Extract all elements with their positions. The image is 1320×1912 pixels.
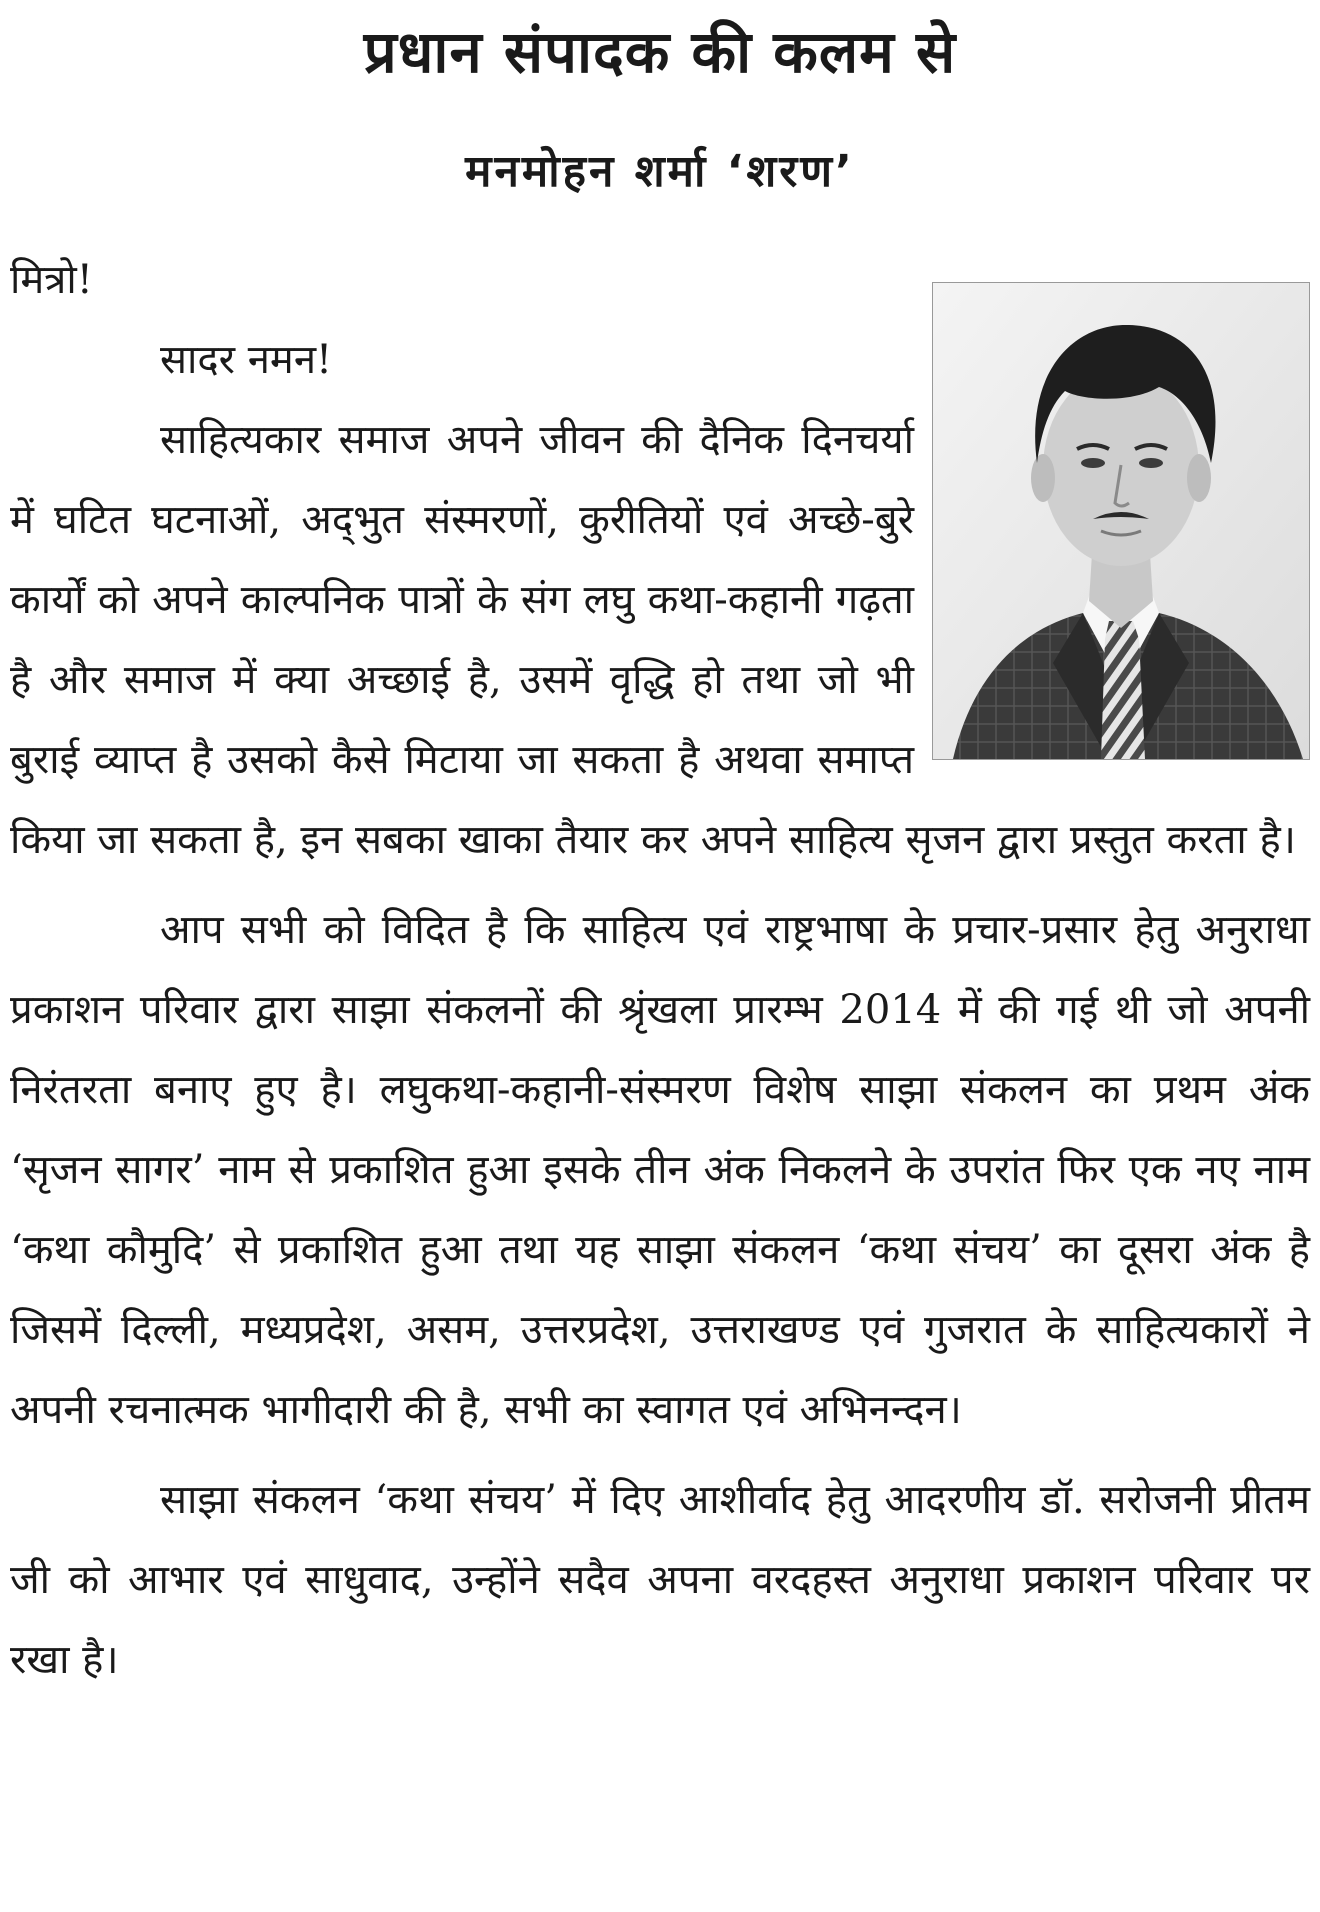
salutation: मित्रो! [10,257,93,303]
page-title: प्रधान संपादक की कलम से [363,18,957,86]
article-body [10,240,1310,1700]
greeting: सादर नमन! [160,337,333,383]
paragraph-intro: साहित्यकार समाज अपने जीवन की दैनिक दिनचर्या में घटित घटनाओं, अद्‌भुत संस्मरणों, कुरीतियों एवं अच्छे-बुरे कार्यों को अपने काल्पनिक पात्रों के संग लघु कथा-कहानी गढ़ता है और समाज में क्या अच्छाई है, उसमें वृद्धि हो तथा जो भी बुराई व्याप्त है उसको कैसे मिटाया जा सकता है अथवा समाप्त किया जा सकता है, इन सबका खाका तैयार कर अपने साहित्य सृजन द्वारा प्रस्तुत करता है। [10,417,1296,863]
paragraph-thanks: साझा संकलन ‘कथा संचय’ में दिए आशीर्वाद हेतु आदरणीय डॉ. सरोजनी प्रीतम जी को आभार एवं साधुवाद, उन्होंने सदैव अपना वरदहस्त अनुराधा प्रकाशन परिवार पर रखा है। [10,1477,1310,1683]
editorial-page [10,0,1310,1912]
author-portrait-photo [932,282,1310,760]
paragraph-series: आप सभी को विदित है कि साहित्य एवं राष्ट्रभाषा के प्रचार-प्रसार हेतु अनुराधा प्रकाशन परिवार द्वारा साझा संकलनों की श्रृंखला प्रारम्भ 2014 में की गई थी जो अपनी निरंतरता बनाए हुए है। लघुकथा-कहानी-संस्मरण विशेष साझा संकलन का प्रथम अंक ‘सृजन सागर’ नाम से प्रकाशित हुआ इसके तीन अंक निकलने के उपरांत फिर एक नए नाम ‘कथा कौमुदि’ से प्रकाशित हुआ तथा यह साझा संकलन ‘कथा संचय’ का दूसरा अंक है जिसमें दिल्ली, मध्यप्रदेश, असम, उत्तरप्रदेश, उत्तराखण्ड एवं गुजरात के साहित्यकारों ने अपनी रचनात्मक भागीदारी की है, सभी का स्वागत एवं अभिनन्दन। [10,907,1310,1433]
author-name: मनमोहन शर्मा ‘शरण’ [465,146,855,197]
